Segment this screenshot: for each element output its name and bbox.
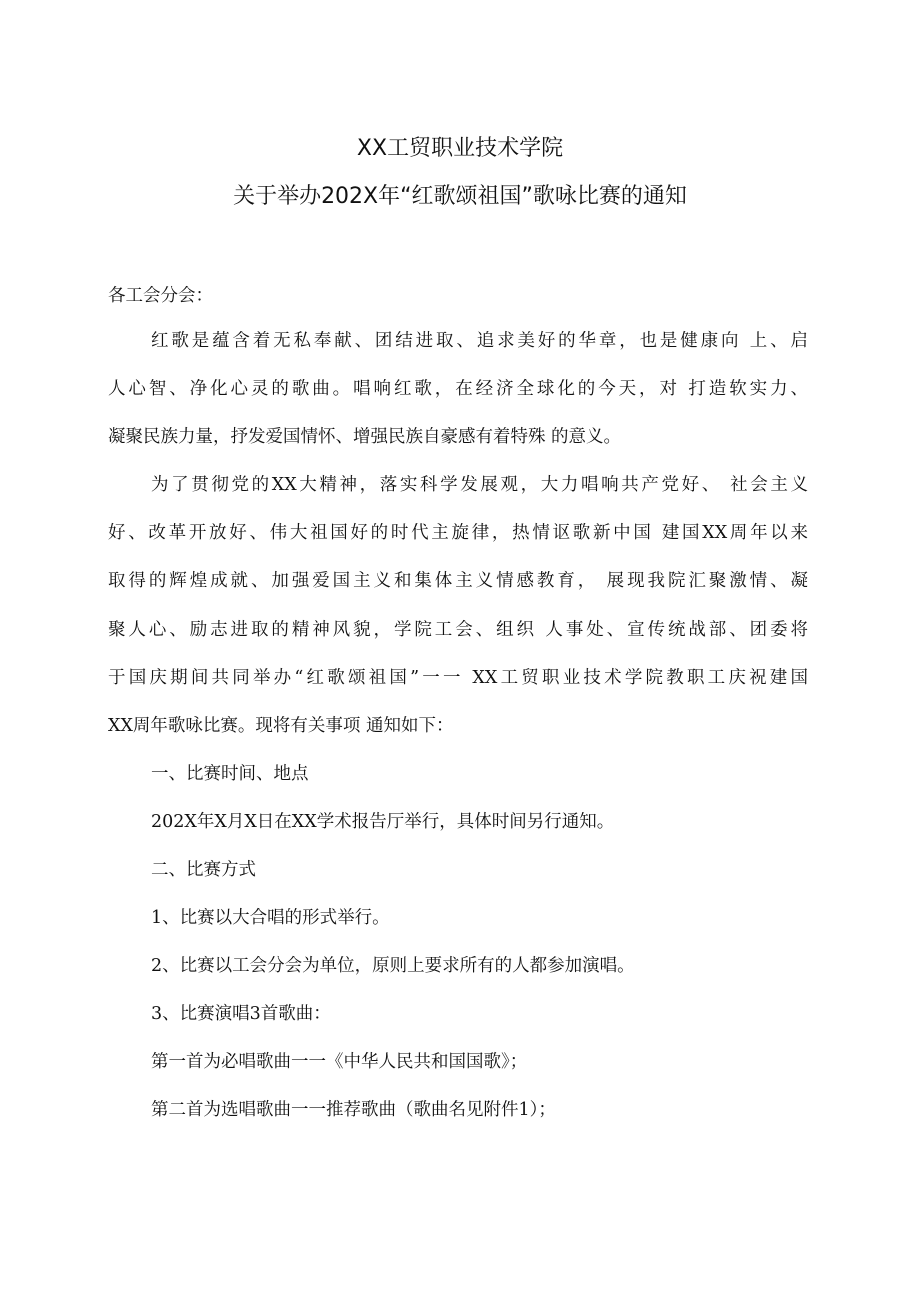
- list-item-3: 3、比赛演唱3首歌曲：: [151, 1004, 331, 1024]
- paragraph-2-line-5: 于国庆期间共同举办“红歌颂祖国”一一 XX工贸职业技术学院教职工庆祝建国: [108, 668, 808, 688]
- paragraph-2-line-2: 好、改革开放好、伟大祖国好的时代主旋律，热情讴歌新中国 建国XX周年以来: [108, 523, 808, 543]
- song-2: 第二首为选唱歌曲一一推荐歌曲（歌曲名见附件1）；: [151, 1100, 556, 1120]
- paragraph-1-line-1: 红歌是蕴含着无私奉献、团结进取、追求美好的华章，也是健康向 上、启: [151, 331, 808, 351]
- document-title-school: XX工贸职业技术学院: [356, 136, 564, 161]
- section-2-heading: 二、比赛方式: [151, 860, 256, 880]
- paragraph-2-line-6: XX周年歌咏比赛。现将有关事项 通知如下：: [108, 716, 454, 736]
- section-1-text: 202X年X月X日在XX学术报告厅举行，具体时间另行通知。: [151, 812, 615, 832]
- list-item-2: 2、比赛以工会分会为单位，原则上要求所有的人都参加演唱。: [151, 956, 635, 976]
- paragraph-1-line-3: 凝聚民族力量，抒发爱国情怀、增强民族自豪感有着特殊 的意义。: [108, 427, 622, 447]
- section-1-heading: 一、比赛时间、地点: [151, 764, 309, 784]
- paragraph-1-line-2: 人心智、净化心灵的歌曲。唱响红歌，在经济全球化的今天，对 打造软实力、: [108, 379, 808, 399]
- song-1: 第一首为必唱歌曲一一《中华人民共和国国歌》；: [151, 1052, 528, 1072]
- list-item-1: 1、比赛以大合唱的形式举行。: [151, 908, 390, 928]
- paragraph-2-line-1: 为了贯彻党的XX大精神，落实科学发展观，大力唱响共产党好、 社会主义: [151, 475, 808, 495]
- salutation: 各工会分会：: [108, 286, 213, 306]
- document-title-notice: 关于举办202X年“红歌颂祖国”歌咏比赛的通知: [233, 184, 687, 209]
- paragraph-2-line-3: 取得的辉煌成就、加强爱国主义和集体主义情感教育， 展现我院汇聚激情、凝: [108, 571, 808, 591]
- paragraph-2-line-4: 聚人心、励志进取的精神风貌，学院工会、组织 人事处、宣传统战部、团委将: [108, 620, 808, 640]
